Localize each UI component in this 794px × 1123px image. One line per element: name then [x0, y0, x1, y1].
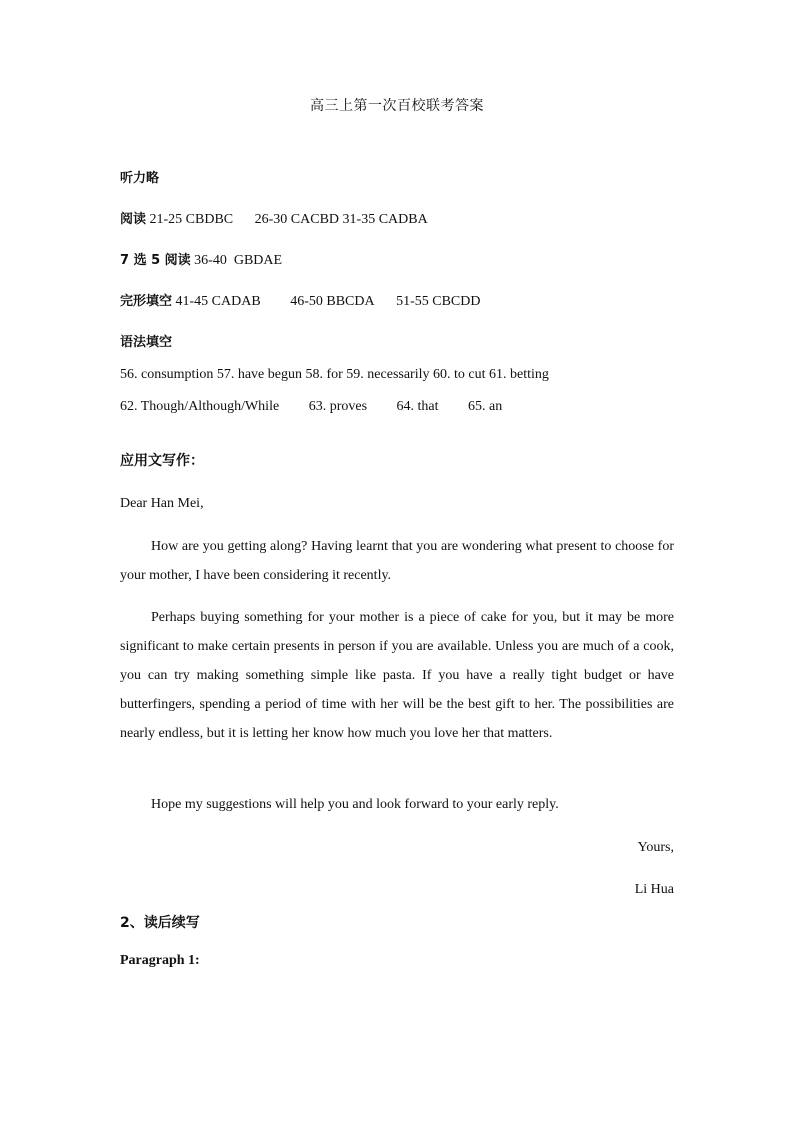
paragraph-1-label: Paragraph 1:: [120, 953, 200, 968]
cloze-answers-c: 51-55 CBCDD: [396, 294, 481, 309]
reading-answers: [120, 208, 428, 228]
seven-five-label: 7 选 5 阅读: [120, 253, 191, 268]
reading-label: 阅读: [120, 212, 147, 227]
cloze-answers: [120, 290, 481, 310]
listening-heading: 听力略: [120, 171, 160, 186]
seven-five-answers-a: 36-40 GBDAE: [194, 253, 283, 268]
letter-salutation: Dear Han Mei,: [120, 496, 204, 511]
cloze-label: 完形填空: [120, 294, 173, 309]
letter-paragraph-2: Perhaps buying something for your mother is a piece of cake for you, but it may be more significant to make certain presents in person if you are available. Unless you are much of a cook, you can try making something simple like pasta. If you have a really tight budget or have butterfingers, spending a period of time with her will be the best gift to her. The possibilities are nearly endless, but it is letting her know how much you love her that matters.: [120, 610, 674, 741]
letter-closing: Yours,: [637, 840, 674, 855]
grammar-answer-62: 62. Though/Although/While: [120, 399, 280, 414]
reading-answers-a: 21-25 CBDBC: [149, 212, 234, 227]
letter-paragraph-1: How are you getting along? Having learnt that you are wondering what present to choose for your mother, I have been considering it recently.: [120, 539, 674, 583]
page-title: 高三上第一次百校联考答案: [310, 98, 484, 114]
grammar-answer-64: 64. that: [396, 399, 439, 414]
letter-signature: Li Hua: [634, 882, 674, 897]
letter-paragraph-3: Hope my suggestions will help you and look forward to your early reply.: [151, 797, 559, 812]
writing-heading: 应用文写作：: [120, 453, 204, 469]
cloze-answers-b: 46-50 BBCDA: [290, 294, 375, 309]
seven-five-answers: [120, 249, 282, 269]
continuation-heading: 2、读后续写: [120, 915, 200, 931]
grammar-answers-line2: [120, 399, 502, 415]
grammar-answer-63: 63. proves: [308, 399, 368, 414]
cloze-answers-a: 41-45 CADAB: [175, 294, 261, 309]
grammar-heading: 语法填空: [120, 335, 173, 350]
grammar-answer-65: 65. an: [468, 399, 503, 414]
reading-answers-c: 31-35 CADBA: [342, 212, 428, 227]
reading-answers-b: 26-30 CACBD: [254, 212, 340, 227]
grammar-answers-line1: 56. consumption 57. have begun 58. for 59. necessarily 60. to cut 61. betting: [120, 367, 549, 382]
